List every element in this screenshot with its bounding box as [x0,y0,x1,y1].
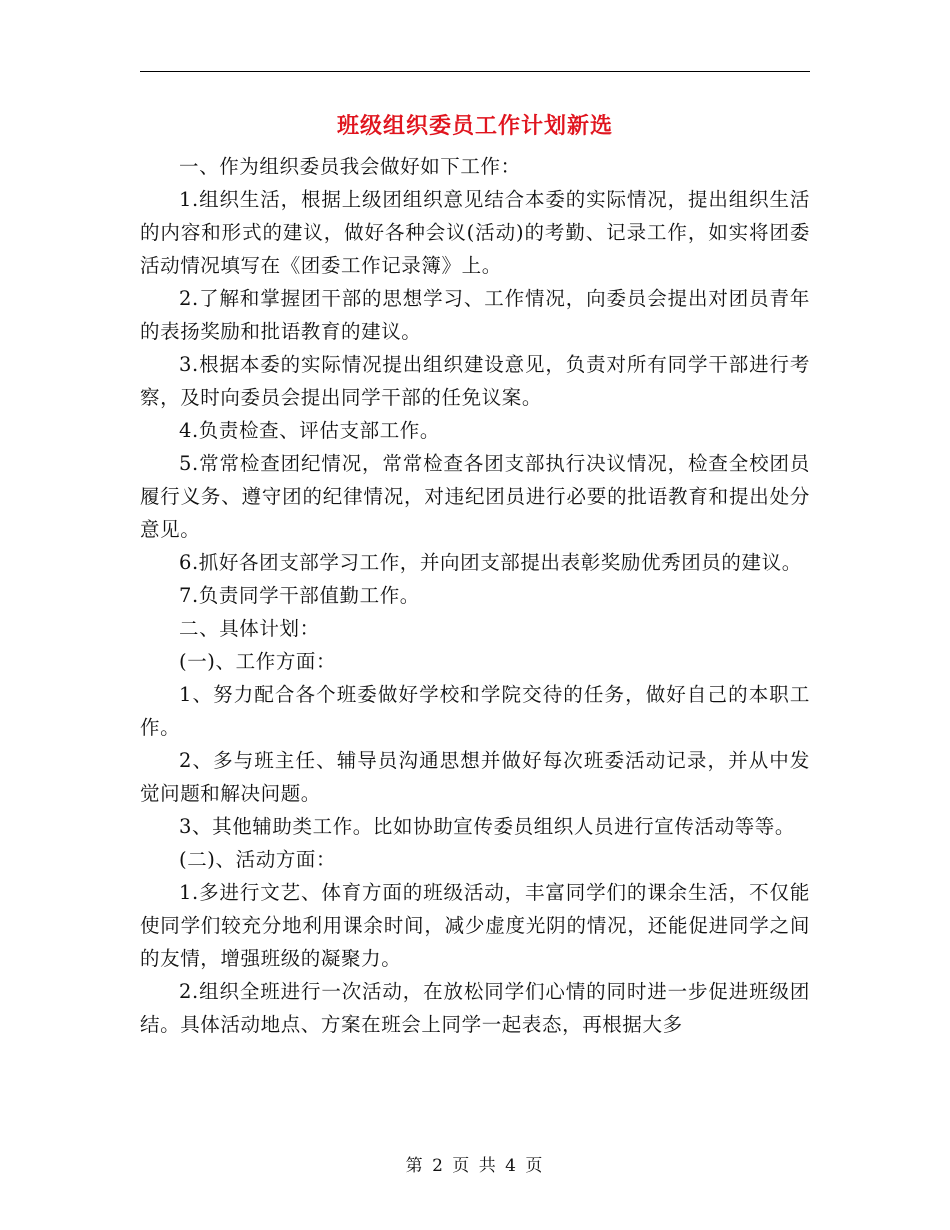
paragraph: 2、多与班主任、辅导员沟通思想并做好每次班委活动记录，并从中发觉问题和解决问题。 [140,749,810,805]
document-title: 班级组织委员工作计划新选 [336,113,613,139]
section-heading: 二、具体计划： [179,617,320,640]
paragraph: 1.多进行文艺、体育方面的班级活动，丰富同学们的课余生活，不仅能使同学们较充分地利用课余时间，减少虚度光阴的情况，还能促进同学之间的友情，增强班级的凝聚力。 [140,881,810,970]
subsection-heading: (一)、工作方面： [179,650,337,673]
subsection-heading: (二)、活动方面： [179,848,337,871]
paragraph: 3、其他辅助类工作。比如协助宣传委员组织人员进行宣传活动等等。 [179,815,796,838]
paragraph: 一、作为组织委员我会做好如下工作： [179,155,521,178]
paragraph: 1、努力配合各个班委做好学校和学院交待的任务，做好自己的本职工作。 [140,683,810,739]
header-rule [140,71,810,72]
paragraph: 6.抓好各团支部学习工作，并向团支部提出表彰奖励优秀团员的建议。 [179,551,802,574]
paragraph: 2.了解和掌握团干部的思想学习、工作情况，向委员会提出对团员青年的表扬奖励和批语教育的建议。 [140,287,810,343]
page-number: 第 2 页 共 4 页 [405,1156,545,1176]
paragraph: 4.负责检查、评估支部工作。 [179,419,441,442]
paragraph: 1.组织生活，根据上级团组织意见结合本委的实际情况，提出组织生活的内容和形式的建议，做好各种会议(活动)的考勤、记录工作，如实将团委活动情况填写在《团委工作记录簿》上。 [140,188,810,277]
paragraph: 5.常常检查团纪情况，常常检查各团支部执行决议情况，检查全校团员履行义务、遵守团的纪律情况，对违纪团员进行必要的批语教育和提出处分意见。 [140,452,810,541]
paragraph: 2.组织全班进行一次活动，在放松同学们心情的同时进一步促进班级团结。具体活动地点、方案在班会上同学一起表态，再根据大多 [140,980,810,1036]
paragraph: 7.负责同学干部值勤工作。 [179,584,420,607]
paragraph: 3.根据本委的实际情况提出组织建设意见，负责对所有同学干部进行考察，及时向委员会提出同学干部的任免议案。 [140,353,810,409]
document-body [140,150,810,1041]
